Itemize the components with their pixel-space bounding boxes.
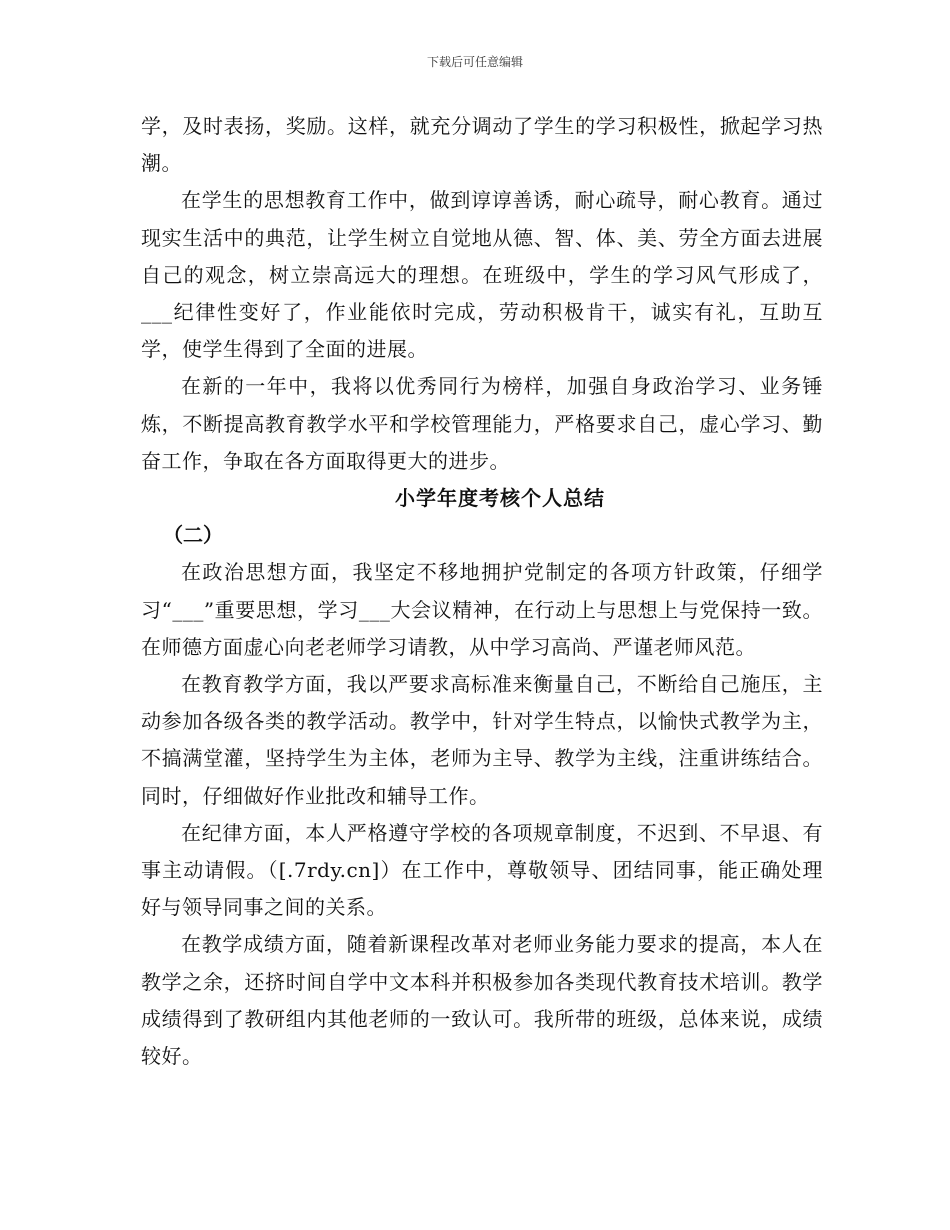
page-header: 下载后可任意编辑 xyxy=(426,55,523,69)
paragraph: 在教学成绩方面，随着新课程改革对老师业务能力要求的提高，本人在教学之余，还挤时间自学中文本科并积极参加各类现代教育技术培训。教学成绩得到了教研组内其他老师的一致认可。我所带的班级，总体来说，成绩较好。 xyxy=(141,932,823,1069)
paragraph: 学，及时表扬，奖励。这样，就充分调动了学生的学习积极性，掀起学习热潮。 xyxy=(141,114,823,176)
paragraph: 在新的一年中，我将以优秀同行为榜样，加强自身政治学习、业务锤炼，不断提高教育教学水平和学校管理能力，严格要求自己，虚心学习、勤奋工作，争取在各方面取得更大的进步。 xyxy=(141,374,823,473)
paragraph: 在学生的思想教育工作中，做到谆谆善诱，耐心疏导，耐心教育。通过现实生活中的典范，让学生树立自觉地从德、智、体、美、劳全方面去进展自己的观念，树立崇高远大的理想。在班级中，学生的学习风气形成了，___纪律性变好了，作业能依时完成，劳动积极肯干，诚实有礼，互助互学，使学生得到了全面的进展。 xyxy=(141,188,823,362)
paragraph: 在纪律方面，本人严格遵守学校的各项规章制度，不迟到、不早退、有事主动请假。（[.7rdy.cn]）在工作中，尊敬领导、团结同事，能正确处理好与领导同事之间的关系。 xyxy=(141,820,823,920)
paragraph: 在政治思想方面，我坚定不移地拥护党制定的各项方针政策，仔细学习“___”重要思想，学习___大会议精神，在行动上与思想上与党保持一致。在师德方面虚心向老老师学习请教，从中学习高尚、严谨老师风范。 xyxy=(141,560,823,659)
document-body xyxy=(141,108,823,1075)
section-title: 小学年度考核个人总结 xyxy=(395,486,605,511)
section-subtitle: （二） xyxy=(163,523,223,548)
paragraph: 在教育教学方面，我以严要求高标准来衡量自己，不断给自己施压，主动参加各级各类的教学活动。教学中，针对学生特点，以愉快式教学为主，不搞满堂灌，坚持学生为主体，老师为主导、教学为主线，注重讲练结合。同时，仔细做好作业批改和辅导工作。 xyxy=(141,672,823,808)
